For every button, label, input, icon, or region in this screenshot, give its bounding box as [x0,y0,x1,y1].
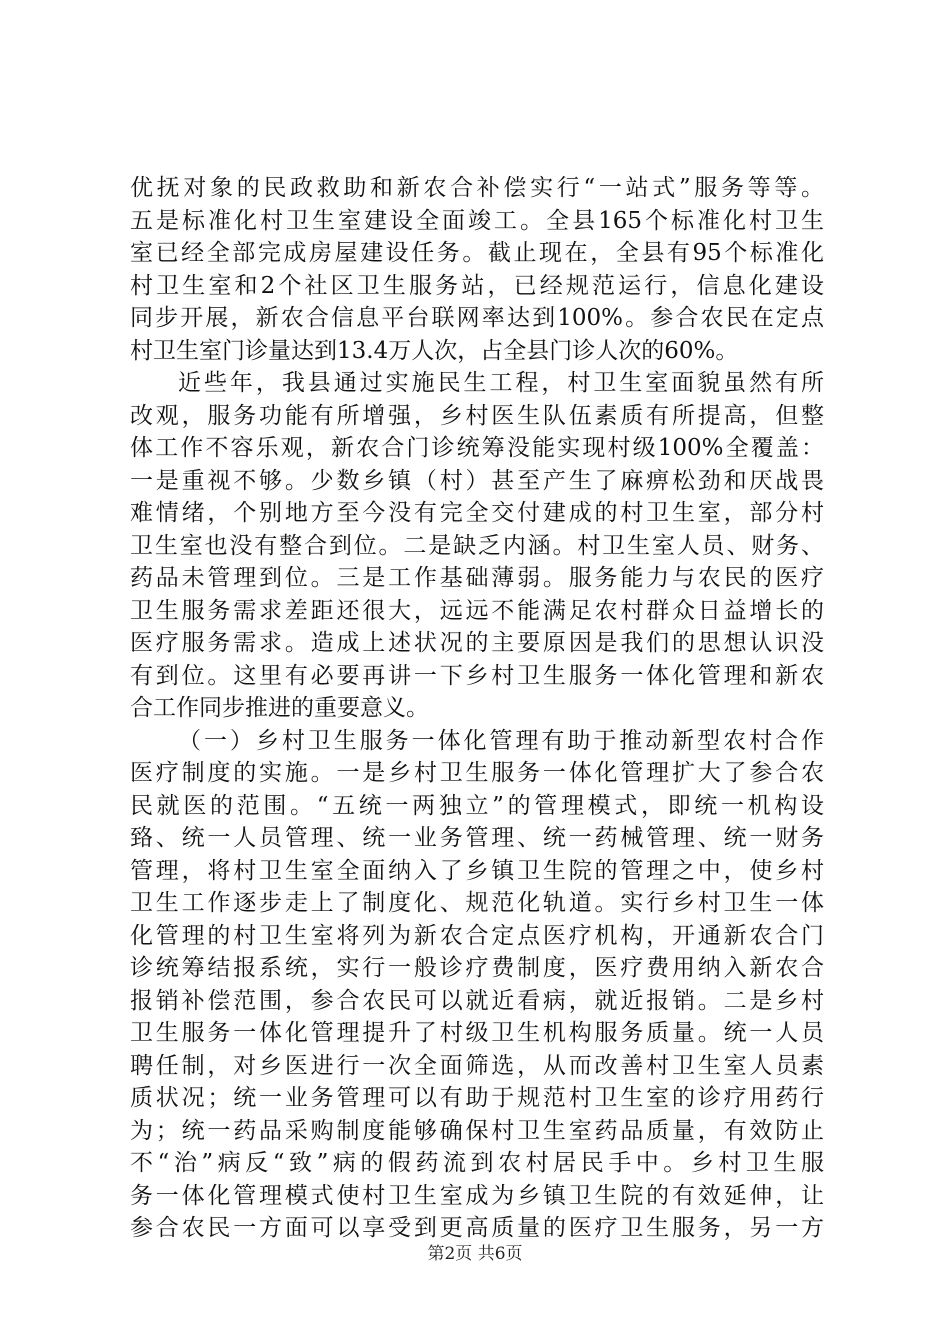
text-line: 聘任制，对乡医进行一次全面筛选，从而改善村卫生室人员素 [130,1052,824,1079]
text-line: 卫生室也没有整合到位。二是缺乏内涵。村卫生室人员、财务、 [130,532,824,559]
text-line: 为；统一药品采购制度能够确保村卫生室药品质量，有效防止 [130,1117,824,1144]
text-line: 体工作不容乐观，新农合门诊统筹没能实现村级100%全覆盖： [130,435,824,461]
document-body [130,172,824,1245]
text-line: 卫生服务需求差距还很大，远远不能满足农村群众日益增长的 [130,597,824,624]
text-line: 医疗服务需求。造成上述状况的主要原因是我们的思想认识没 [130,630,824,656]
page-number-footer: 第2页 共6页 [427,1244,523,1264]
text-line: 药品未管理到位。三是工作基础薄弱。服务能力与农民的医疗 [130,565,824,591]
text-line: 同步开展，新农合信息平台联网率达到100%。参合农民在定点 [130,305,824,331]
text-line: 民就医的范围。“五统一两独立”的管理模式，即统一机构设 [130,792,824,819]
text-line: 管理，将村卫生室全面纳入了乡镇卫生院的管理之中，使乡村 [130,857,824,884]
text-line: 不“治”病反“致”病的假药流到农村居民手中。乡村卫生服 [130,1150,824,1176]
text-line: 五是标准化村卫生室建设全面竣工。全县165个标准化村卫生 [130,207,824,234]
text-line: 村卫生室门诊量达到13.4万人次，占全县门诊人次的60%。 [130,337,739,364]
text-line: 务一体化管理模式使村卫生室成为乡镇卫生院的有效延伸，让 [130,1182,824,1209]
text-line: 参合农民一方面可以享受到更高质量的医疗卫生服务，另一方 [130,1215,824,1241]
text-line: 优抚对象的民政救助和新农合补偿实行“一站式”服务等等。 [130,175,824,201]
text-line: 一是重视不够。少数乡镇（村）甚至产生了麻痹松劲和厌战畏 [130,467,824,494]
text-line: 化管理的村卫生室将列为新农合定点医疗机构，开通新农合门 [130,922,824,949]
text-line: 村卫生室和2个社区卫生服务站，已经规范运行，信息化建设 [130,272,824,299]
text-line: 难情绪，个别地方至今没有完全交付建成的村卫生室，部分村 [130,500,824,526]
text-line: 报销补偿范围，参合农民可以就近看病，就近报销。二是乡村 [130,987,824,1014]
text-line: 质状况；统一业务管理可以有助于规范村卫生室的诊疗用药行 [130,1085,824,1111]
text-line: （一）乡村卫生服务一体化管理有助于推动新型农村合作 [178,727,824,754]
text-line: 室已经全部完成房屋建设任务。截止现在，全县有95个标准化 [130,240,824,266]
text-line: 改观，服务功能有所增强，乡村医生队伍素质有所提高，但整 [130,402,824,429]
text-line: 有到位。这里有必要再讲一下乡村卫生服务一体化管理和新农 [130,662,824,689]
text-line: 卫生工作逐步走上了制度化、规范化轨道。实行乡村卫生一体 [130,890,824,916]
text-line: 臵、统一人员管理、统一业务管理、统一药械管理、统一财务 [130,825,824,851]
text-line: 近些年，我县通过实施民生工程，村卫生室面貌虽然有所 [178,370,824,396]
text-line: 合工作同步推进的重要意义。 [130,695,429,721]
text-line: 卫生服务一体化管理提升了村级卫生机构服务质量。统一人员 [130,1020,824,1046]
text-line: 诊统筹结报系统，实行一般诊疗费制度，医疗费用纳入新农合 [130,955,824,981]
text-line: 医疗制度的实施。一是乡村卫生服务一体化管理扩大了参合农 [130,760,824,786]
